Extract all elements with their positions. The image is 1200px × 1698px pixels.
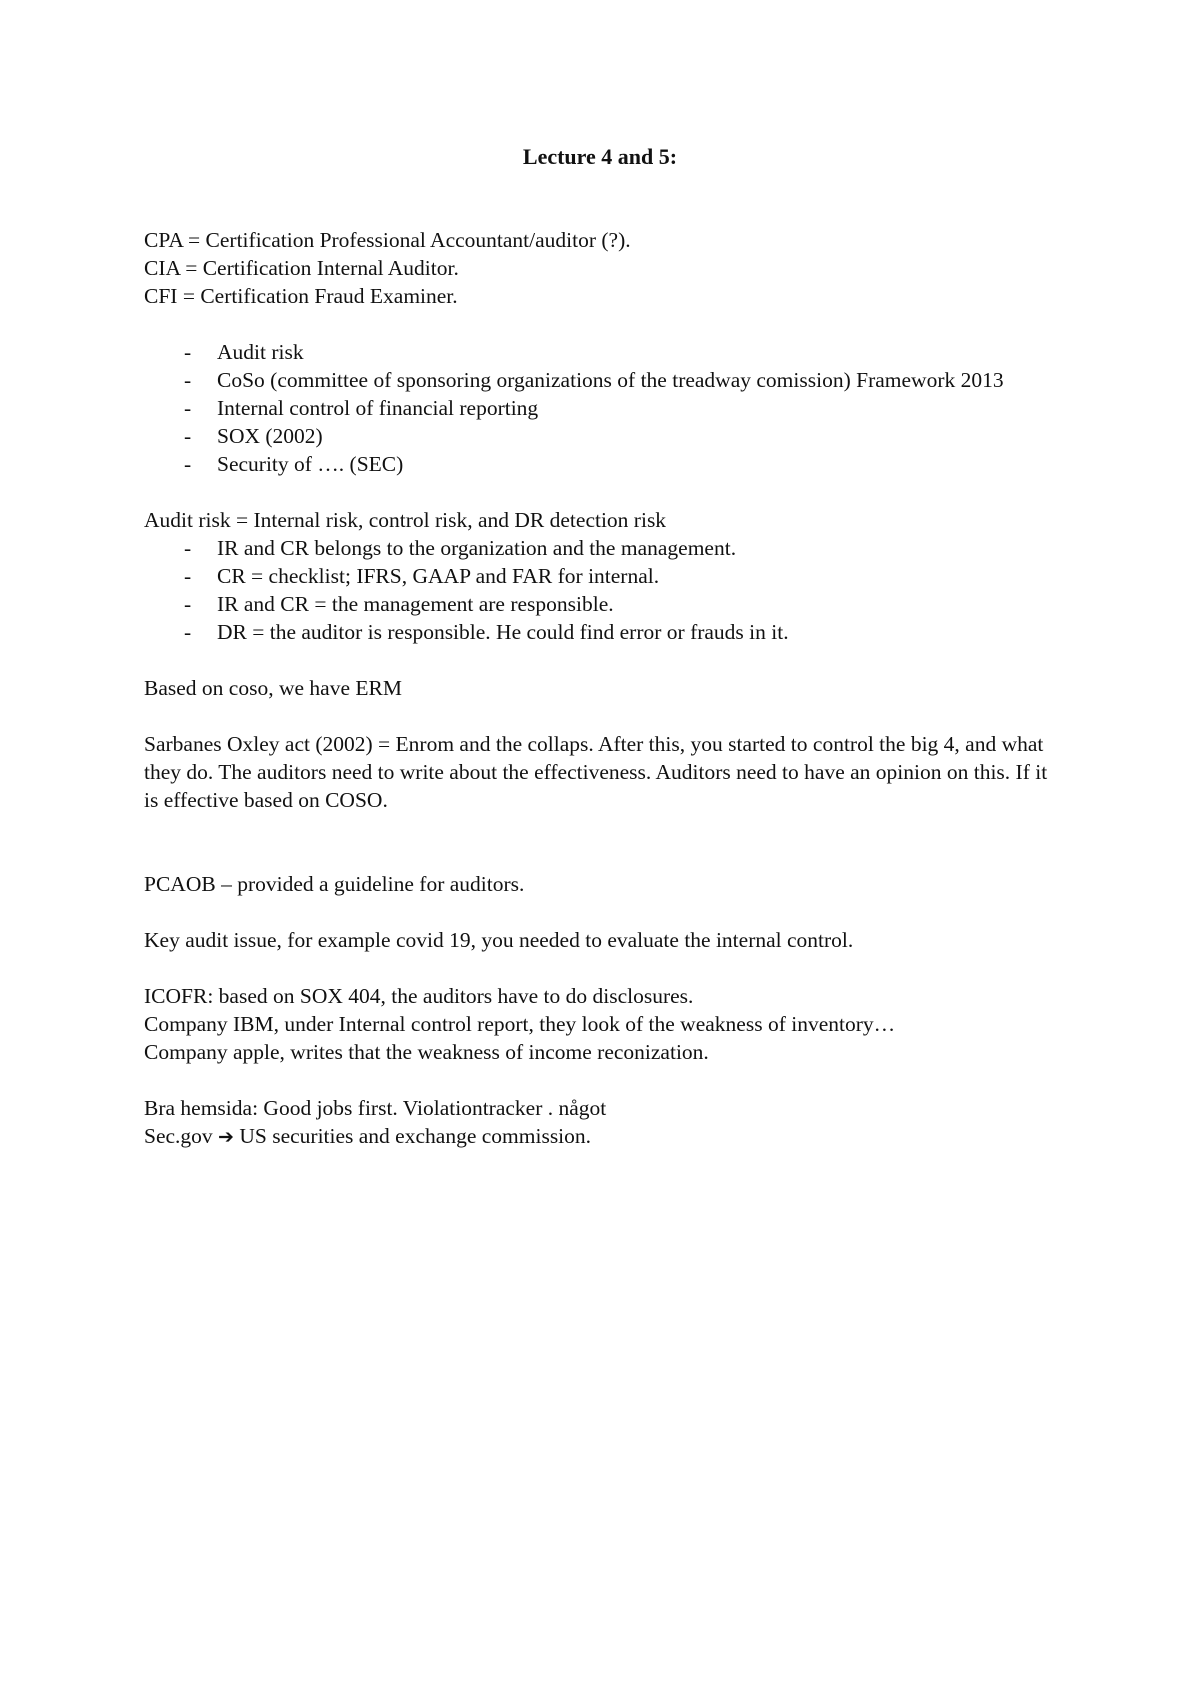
dash-bullet: - bbox=[184, 620, 192, 644]
list-item: - IR and CR belongs to the organization and the management. bbox=[184, 536, 737, 560]
sec-link-text: Sec.gov bbox=[144, 1124, 213, 1148]
sec-line bbox=[144, 1122, 1064, 1151]
arrow-right-icon: ➔ bbox=[218, 1126, 234, 1148]
list-item: - Audit risk bbox=[184, 340, 304, 364]
definition-line: CIA = Certification Internal Auditor. bbox=[144, 256, 459, 280]
dash-bullet: - bbox=[184, 536, 192, 560]
list-item: - CoSo (committee of sponsoring organizations of the treadway comission) Framework 2013 bbox=[184, 368, 1004, 392]
dash-bullet: - bbox=[184, 396, 192, 420]
icofr-line: Company apple, writes that the weakness of income reconization. bbox=[144, 1040, 709, 1064]
list-item: - Security of …. (SEC) bbox=[184, 452, 404, 476]
definition-line: CFI = Certification Fraud Examiner. bbox=[144, 284, 458, 308]
pcaob-note: PCAOB – provided a guideline for auditors. bbox=[144, 872, 525, 896]
list-item: - IR and CR = the management are responsible. bbox=[184, 592, 614, 616]
audit-risk-list bbox=[144, 534, 1064, 646]
coso-note: Based on coso, we have ERM bbox=[144, 676, 402, 700]
icofr-line: Company IBM, under Internal control report, they look of the weakness of inventory… bbox=[144, 1012, 896, 1036]
website-note: Bra hemsida: Good jobs first. Violationtracker . något bbox=[144, 1096, 607, 1120]
list-item: - DR = the auditor is responsible. He could find error or frauds in it. bbox=[184, 620, 789, 644]
list-item: - CR = checklist; IFRS, GAAP and FAR for internal. bbox=[184, 564, 660, 588]
key-audit-note: Key audit issue, for example covid 19, you needed to evaluate the internal control. bbox=[144, 928, 854, 952]
page-title: Lecture 4 and 5: bbox=[522, 144, 678, 169]
sox-paragraph: Sarbanes Oxley act (2002) = Enrom and the collaps. After this, you started to control the big 4, and what they do. The auditors need to write about the effectiveness. Auditors need to have an opinion on this. If it is effective based on COSO. bbox=[144, 732, 1048, 812]
list-item: - Internal control of financial reporting bbox=[184, 396, 539, 420]
icofr-line: ICOFR: based on SOX 404, the auditors have to do disclosures. bbox=[144, 984, 694, 1008]
list-item: - SOX (2002) bbox=[184, 424, 323, 448]
topic-list bbox=[144, 338, 1064, 478]
document-body bbox=[144, 226, 1064, 1151]
sec-description: US securities and exchange commission. bbox=[239, 1124, 592, 1148]
dash-bullet: - bbox=[184, 452, 192, 476]
definition-line: CPA = Certification Professional Accountant/auditor (?). bbox=[144, 228, 631, 252]
dash-bullet: - bbox=[184, 564, 192, 588]
dash-bullet: - bbox=[184, 592, 192, 616]
audit-risk-heading: Audit risk = Internal risk, control risk, and DR detection risk bbox=[144, 508, 667, 532]
dash-bullet: - bbox=[184, 424, 192, 448]
dash-bullet: - bbox=[184, 368, 192, 392]
dash-bullet: - bbox=[184, 340, 192, 364]
